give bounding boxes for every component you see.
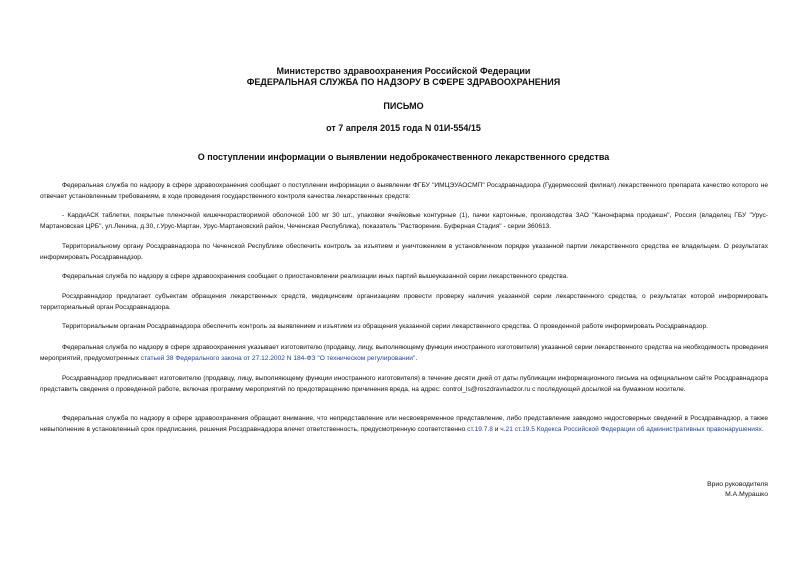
paragraph-2: - КардиАСК таблетки, покрытые пленочной кишечнорастворимой оболочкой 100 мг 30 шт., упаковки ячейковые контурные (1), пачки картонные, производства ЗАО "Канонфарма продакшн", Россия (владелец ГБУ "Урус-Мартановская ЦРБ", ул.Ленина, д.30, г.Урус-Мартан, Урус-Мартановский район, Чеченская Республика), показатель "Растворение. Буферная Стадия" - серии 360613. <box>40 212 768 230</box>
paragraph-3: Территориальному органу Росздравнадзора по Чеченской Республике обеспечить контроль за изъятием и уничтожением в установленном порядке указанной партии лекарственного средства ее владельцем. О результатах информировать Росздравнадзор. <box>40 243 768 261</box>
paragraph-9-end: . <box>761 425 764 433</box>
paragraph-6: Территориальным органам Росздравнадзора обеспечить контроль за выявлением и изъятием из обращения указанной серии лекарственного средства. О проведенной работе информировать Росздравнадзор. <box>62 323 708 330</box>
service-name: ФЕДЕРАЛЬНАЯ СЛУЖБА ПО НАДЗОРУ В СФЕРЕ ЗДРАВООХРАНЕНИЯ <box>246 77 561 87</box>
paragraph-5: Росздравнадзор предлагает субъектам обращения лекарственных средств, медицинским организациям провести проверку наличия указанной серии лекарственного средства, о результатах которой информировать территориальный орган Росздравнадзора. <box>40 293 768 311</box>
paragraph-9 <box>40 414 768 435</box>
federal-law-link[interactable]: статьей 38 Федерального закона от 27.12.2002 N 184-ФЗ "О техническом регулировании" <box>140 354 416 362</box>
article-19-7-8-link[interactable]: ст.19.7.8 <box>467 425 493 433</box>
paragraph-9-text: Федеральная служба по надзору в сфере здравоохранения обращает внимание, что непредставление или несвоевременное представление, либо представление заведомо недостоверных сведений в Росздравнадзор, а также невыполнение в установленный срок предписания, решения Росздравнадзора влечет ответственность, предусмотренную соответственно <box>40 415 768 433</box>
paragraph-7-text: Федеральная служба по надзору в сфере здравоохранения указывает изготовителю (продавцу, лицу, выполняющему функции иностранного изготовителя) указанной серии лекарственного средства на необходимость проведения мероприятий, предусмотренных <box>40 344 768 362</box>
paragraph-7-end: . <box>415 354 418 362</box>
paragraph-7 <box>40 343 768 364</box>
document-type: ПИСЬМО <box>383 101 424 111</box>
paragraph-1: Федеральная служба по надзору в сфере здравоохранения сообщает о поступлении информации о выявлении ФГБУ "ИМЦЭУАОСМП" Росздравнадзора (Гудермесский филиал) лекарственного препарата качество которого не отвечает установленным требованиям, в ходе проведения государственного контроля качества лекарственных средств: <box>40 182 768 200</box>
koap-article-link[interactable]: ч.21 ст.19.5 Кодекса Российской Федерации об административных правонарушениях <box>500 425 762 433</box>
paragraph-8: Росздравнадзор предписывает изготовителю (продавцу, лицу, выполняющему функции иностранного изготовителя) в течение десяти дней от даты публикации информационного письма на официальном сайте Росздравнадзора представить сведения о проведенной работе, включая программу мероприятий по предотвращению причинения вреда, на адрес: control_ls@roszdravnadzor.ru с последующей досылкой на бумажном носителе. <box>40 375 768 393</box>
signature-position: Врио руководителя <box>707 481 768 488</box>
document-title: О поступлении информации о выявлении недоброкачественного лекарственного средства <box>197 152 610 162</box>
signature-name: М.А.Мурашко <box>725 491 768 498</box>
paragraph-4: Федеральная служба по надзору в сфере здравоохранения сообщает о приостановлении реализации иных партий вышеуказанной серии лекарственного средства. <box>62 273 569 280</box>
document-date-number: от 7 апреля 2015 года N 01И-554/15 <box>326 123 481 133</box>
ministry-name: Министерство здравоохранения Российской Федерации <box>276 66 531 76</box>
paragraph-9-mid: и <box>492 425 501 433</box>
